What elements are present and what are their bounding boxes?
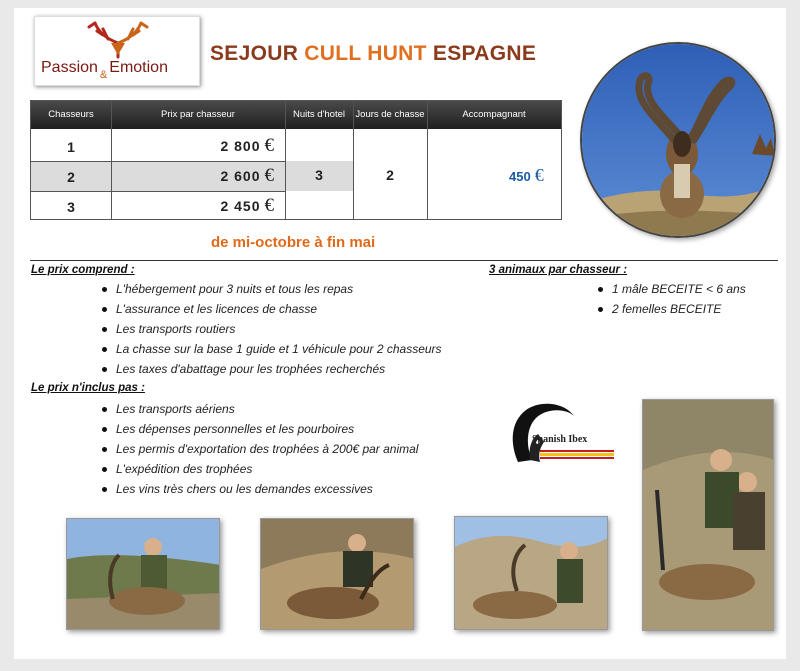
header-prix: Prix par chasseur xyxy=(161,109,235,120)
list-item: 1 mâle BECEITE < 6 ans xyxy=(596,279,746,299)
list-item: L'assurance et les licences de chasse xyxy=(100,299,442,319)
season-dates: de mi-octobre à fin mai xyxy=(211,234,376,251)
divider xyxy=(30,260,778,261)
list-item: La chasse sur la base 1 guide et 1 véhicule pour 2 chasseurs xyxy=(100,339,442,359)
page-title xyxy=(210,42,536,66)
brand-logo xyxy=(34,16,200,86)
header-accompagnant: Accompagnant xyxy=(462,109,526,120)
hunt-photo-3 xyxy=(454,516,608,630)
page xyxy=(14,8,786,659)
price-table xyxy=(30,100,562,220)
hunt-photo-2-image xyxy=(261,519,414,630)
ibex-portrait-image xyxy=(582,44,776,238)
list-item: Les transports aériens xyxy=(100,399,418,419)
row-2-price: 2 600 € xyxy=(220,165,275,186)
row-3-price: 2 450 € xyxy=(220,195,275,216)
list-item: Les permis d'exportation des trophées à 200€ par animal xyxy=(100,439,418,459)
list-item: L'hébergement pour 3 nuits et tous les repas xyxy=(100,279,442,299)
animals-list xyxy=(596,279,746,319)
row-1-hunters: 1 xyxy=(67,139,75,155)
brand-right: Emotion xyxy=(109,59,168,76)
row-3-hunters: 3 xyxy=(67,199,75,215)
antlers-icon xyxy=(73,21,163,59)
header-chasseurs: Chasseurs xyxy=(48,109,94,120)
list-item: Les transports routiers xyxy=(100,319,442,339)
grid-line xyxy=(353,101,354,219)
excludes-heading: Le prix n'inclus pas : xyxy=(31,382,145,394)
title-highlight: CULL HUNT xyxy=(304,42,427,65)
animals-heading: 3 animaux par chasseur : xyxy=(489,264,628,276)
list-item: 2 femelles BECEITE xyxy=(596,299,746,319)
badge-label: Spanish Ibex xyxy=(532,434,588,445)
days-value: 2 xyxy=(386,167,394,183)
title-part3: ESPAGNE xyxy=(426,42,537,65)
hunt-photo-4-image xyxy=(643,400,774,631)
hunt-photo-3-image xyxy=(455,517,608,630)
grid-line xyxy=(285,101,286,219)
includes-heading: Le prix comprend : xyxy=(31,264,135,276)
header-nuits: Nuits d'hotel xyxy=(293,109,345,120)
list-item: L'expédition des trophées xyxy=(100,459,418,479)
hunt-photo-1 xyxy=(66,518,220,630)
ibex-portrait-photo xyxy=(580,42,776,238)
excludes-list xyxy=(100,399,418,499)
row-1-price: 2 800 € xyxy=(220,135,275,156)
hunt-photo-1-image xyxy=(67,519,220,630)
hunt-photo-2 xyxy=(260,518,414,630)
list-item: Les dépenses personnelles et les pourboires xyxy=(100,419,418,439)
brand-amp: & xyxy=(99,69,108,81)
includes-list xyxy=(100,279,442,379)
header-jours: Jours de chasse xyxy=(355,109,425,120)
grid-line xyxy=(31,161,285,162)
brand-name xyxy=(41,59,168,81)
nights-value: 3 xyxy=(315,167,323,183)
brand-left: Passion xyxy=(41,59,98,76)
list-item: Les taxes d'abattage pour les trophées recherchés xyxy=(100,359,442,379)
companion-price: 450 € xyxy=(509,165,544,185)
grid-line xyxy=(31,191,285,192)
list-item: Les vins très chers ou les demandes excessives xyxy=(100,479,418,499)
spanish-ibex-badge xyxy=(504,400,624,470)
title-part1: SEJOUR xyxy=(210,42,305,65)
grid-line xyxy=(427,101,428,219)
hunt-photo-4 xyxy=(642,399,774,631)
row-2-hunters: 2 xyxy=(67,169,75,185)
